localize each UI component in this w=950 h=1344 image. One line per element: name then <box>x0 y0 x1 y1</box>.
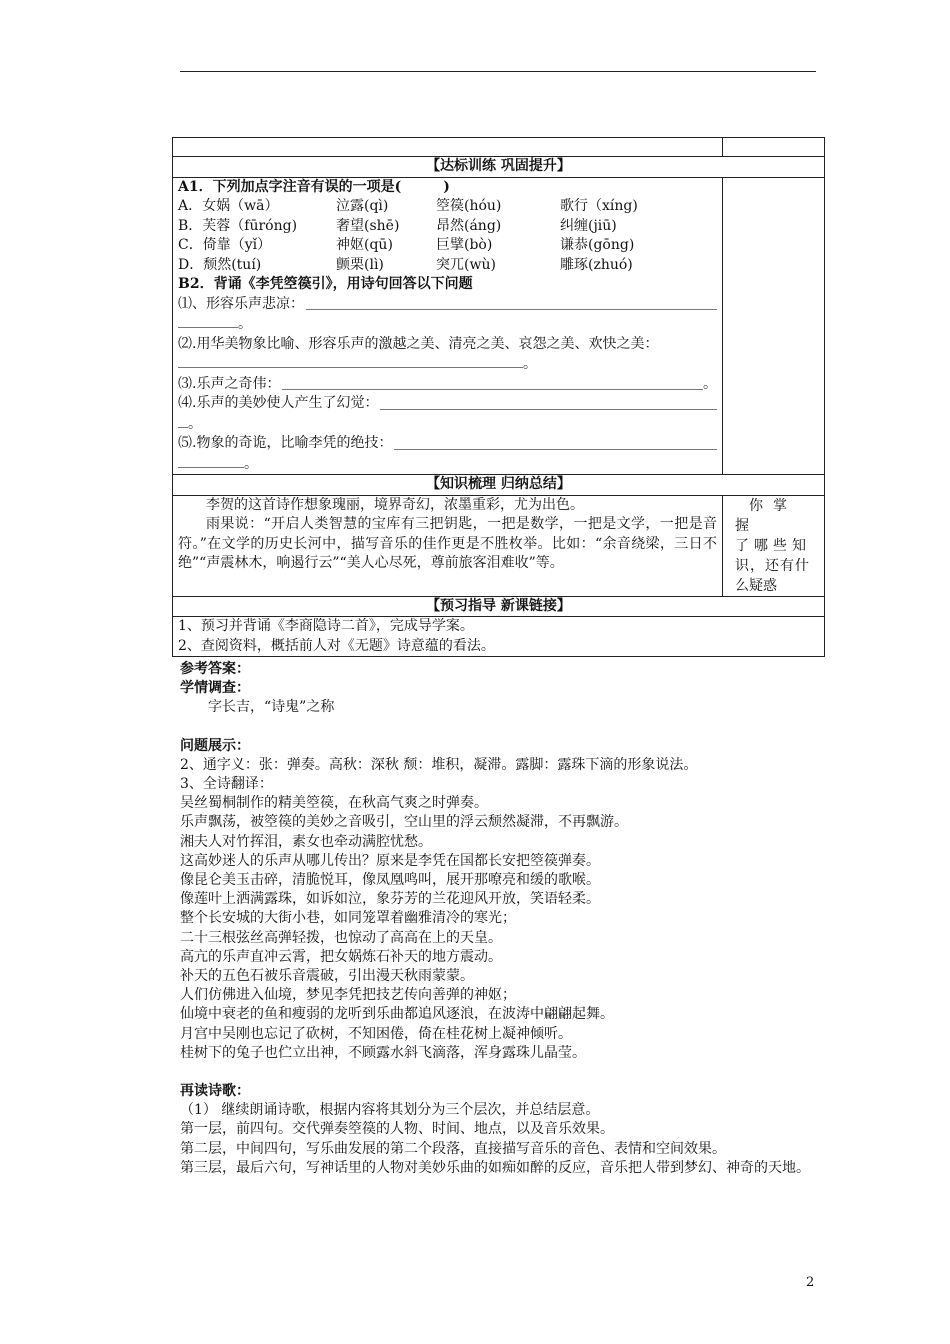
survey-title: 学情调查： <box>180 680 250 697</box>
option-word: B．芙蓉（fūróng) <box>178 217 298 234</box>
empty-side-cell <box>723 177 825 475</box>
table-row <box>173 177 825 475</box>
option-row-d <box>178 256 717 276</box>
answer-blank[interactable] <box>178 414 188 428</box>
header-rule <box>180 71 816 72</box>
summary-paragraph: 雨果说：“开启人类智慧的宝库有三把钥匙，一把是数学，一把是文学，一把是音符。”在文学的历史长河中，描写音乐的佳作更是不胜枚举。比如：“余音绕梁，三日不绝”“声震林木，响遏行云”“美人心尽死，尊前旅客泪难收”等。 <box>178 516 717 571</box>
translation-line: 整个长安城的大街小巷，如同笼罩着幽雅清冷的寒光； <box>180 910 516 927</box>
option-word: 纠缠(jiū) <box>560 217 617 234</box>
option-word: 谦恭(gōng) <box>560 237 635 253</box>
preview-item: 1、预习并背诵《李商隐诗二首》，完成导学案。 <box>178 618 474 634</box>
option-row-a <box>178 197 717 217</box>
answer-blank[interactable] <box>394 436 717 450</box>
fill-item-2 <box>178 335 717 375</box>
section-heading-practice: 【达标训练 巩固提升】 <box>173 157 825 178</box>
translation-line: 吴丝蜀桐制作的精美箜篌，在秋高气爽之时弹奏。 <box>180 795 488 812</box>
option-word: 奢望(shē) <box>336 217 400 234</box>
side-note-cell <box>723 495 825 596</box>
reread-line: 第二层，中间四句，写乐曲发展的第二个段落，直接描写音乐的音色、表情和空间效果。 <box>180 1140 726 1157</box>
fill-item-5-cont <box>178 454 717 475</box>
side-note-line: 你掌握 <box>735 497 797 534</box>
translation-line: 像昆仑美玉击碎，清脆悦耳，像凤凰鸣叫，展开那嘹亮和缓的歌喉。 <box>180 872 600 889</box>
fill-prompt: ⑶.乐声之奇伟： <box>178 375 281 392</box>
punct: 。 <box>244 455 258 472</box>
reread-title: 再读诗歌： <box>180 1083 250 1100</box>
table-row <box>173 138 825 157</box>
question-b2: B2．背诵《李凭箜篌引》，用诗句回答以下问题 <box>178 276 473 292</box>
translation-line: 像莲叶上洒满露珠，如诉如泣，象芬芳的兰花迎风开放，笑语轻柔。 <box>180 891 600 908</box>
punct: 。 <box>703 375 717 392</box>
punct: 。 <box>188 415 202 432</box>
reread-line: 第三层，最后六句，写神话里的人物对美妙乐曲的如痴如醉的反应，音乐把人带到梦幻、神奇的天地。 <box>180 1159 810 1176</box>
answer-blank[interactable] <box>178 354 523 368</box>
question-a1: A1．下列加点字注音有误的一项是( ) <box>178 178 450 195</box>
practice-cell <box>173 177 723 475</box>
answer-blank[interactable] <box>282 376 703 390</box>
answer-line: 2、通字义：张：弹奏。高秋：深秋 颓：堆积，凝滞。露脚：露珠下滴的形象说法。 <box>180 756 698 773</box>
reread-line: （1） 继续朗诵诗歌，根据内容将其划分为三个层次，并总结层意。 <box>180 1102 600 1119</box>
table-row <box>173 157 825 178</box>
option-word: C．倚靠（yǐ） <box>178 237 272 253</box>
fill-prompt: ⑸.物象的奇诡，比喻李凭的绝技： <box>178 435 393 451</box>
translation-line: 这高妙迷人的乐声从哪儿传出？原来是李凭在国都长安把箜篌弹奏。 <box>180 852 600 869</box>
answer-line: 3、全诗翻译： <box>180 776 273 793</box>
option-word: 箜篌(hóu) <box>436 198 502 214</box>
side-note-line: 了哪些知 <box>735 537 811 554</box>
translation-line: 湘夫人对竹挥泪，素女也牵动满腔忧愁。 <box>180 833 432 850</box>
page-number: 2 <box>806 1275 815 1290</box>
option-word: 雕琢(zhuó) <box>560 256 633 273</box>
empty-cell <box>723 138 825 157</box>
survey-answer: 字长吉，“诗鬼”之称 <box>208 699 335 716</box>
translation-line: 二十三根弦丝高弹轻拨，也惊动了高高在上的天皇。 <box>180 929 502 946</box>
answers-title: 参考答案： <box>180 661 250 677</box>
problem-title: 问题展示： <box>180 737 250 754</box>
empty-cell <box>173 138 723 157</box>
side-note-line: 么疑惑 <box>735 577 777 594</box>
translation-line: 人们仿佛进入仙境，梦见李凭把技艺传向善弹的神妪； <box>180 987 516 1004</box>
option-word: 突兀(wù) <box>436 256 496 273</box>
translation-line: 桂树下的兔子也伫立出神，不顾露水斜飞滴落，浑身露珠儿晶莹。 <box>180 1044 586 1061</box>
answer-blank[interactable] <box>178 314 238 328</box>
section-heading-summary: 【知识梳理 归纳总结】 <box>173 475 825 496</box>
table-row <box>173 495 825 596</box>
answer-blank[interactable] <box>178 454 244 468</box>
option-word: 歌行（xíng) <box>560 198 638 214</box>
option-word: 泣露(qì) <box>336 198 389 214</box>
option-word: 巨擘(bò) <box>436 237 493 253</box>
option-word: 颤栗(lì) <box>336 256 384 273</box>
table-row <box>173 596 825 617</box>
punct: 。 <box>238 316 252 332</box>
translation-line: 高亢的乐声直冲云霄，把女娲炼石补天的地方震动。 <box>180 948 502 965</box>
fill-item-4 <box>178 394 717 414</box>
fill-item-3 <box>178 375 717 395</box>
fill-prompt: ⑷.乐声的美妙使人产生了幻觉： <box>178 395 379 411</box>
option-word: 昂然(áng) <box>436 217 502 234</box>
summary-paragraph: 李贺的这首诗作想象瑰丽，境界奇幻，浓墨重彩，尤为出色。 <box>206 496 584 513</box>
translation-line: 乐声飘荡，被箜篌的美妙之音吸引，空山里的浮云颓然凝滞，不再飘游。 <box>180 814 628 831</box>
preview-cell <box>173 617 825 657</box>
preview-item: 2、查阅资料，概括前人对《无题》诗意蕴的看法。 <box>178 637 495 654</box>
fill-prompt: ⑵.用华美物象比喻、形容乐声的激越之美、清亮之美、哀怨之美、欢快之美： <box>178 335 659 352</box>
option-word: D．颓然(tuí) <box>178 256 262 273</box>
translation-line: 仙境中衰老的鱼和瘦弱的龙听到乐曲都追风逐浪，在波涛中翩翩起舞。 <box>180 1006 614 1023</box>
answer-blank[interactable] <box>380 396 717 410</box>
reread-line: 第一层，前四句。交代弹奏箜篌的人物、时间、地点，以及音乐效果。 <box>180 1121 614 1138</box>
table-row <box>173 617 825 657</box>
table-row <box>173 475 825 496</box>
side-note-line: 识，还有什 <box>735 557 810 574</box>
option-row-b <box>178 217 717 237</box>
option-word: A．女娲（wā） <box>178 198 279 214</box>
answer-blank[interactable] <box>306 296 717 310</box>
fill-prompt: ⑴、形容乐声悲凉： <box>178 295 304 312</box>
summary-cell <box>173 495 723 596</box>
answer-section <box>180 660 820 1178</box>
worksheet-table <box>172 137 825 657</box>
option-row-c <box>178 236 717 256</box>
translation-line: 补天的五色石被乐音震破，引出漫天秋雨蒙蒙。 <box>180 968 474 985</box>
fill-item-1-cont <box>178 314 717 335</box>
option-word: 神妪(qū) <box>336 237 393 253</box>
translation-line: 月宫中吴刚也忘记了砍树，不知困倦，倚在桂花树上凝神倾听。 <box>180 1025 572 1042</box>
fill-item-1 <box>178 295 717 315</box>
fill-item-5 <box>178 434 717 454</box>
punct: 。 <box>523 356 537 372</box>
fill-item-4-cont <box>178 414 717 435</box>
section-heading-preview: 【预习指导 新课链接】 <box>173 596 825 617</box>
